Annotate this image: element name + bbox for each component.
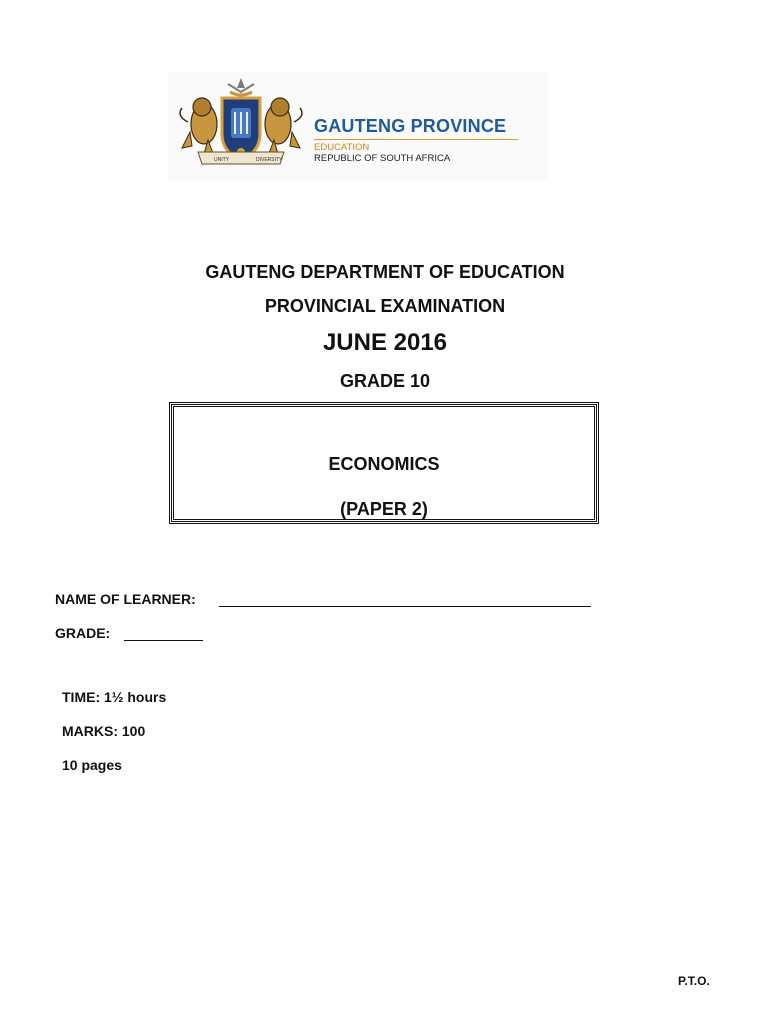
coat-of-arms-icon: [168, 72, 314, 180]
shield-icon: [222, 98, 260, 160]
grade-field[interactable]: [124, 640, 203, 641]
marks-info: MARKS: 100: [62, 723, 146, 739]
pto-note: P.T.O.: [678, 974, 710, 988]
exam-type: PROVINCIAL EXAMINATION: [264, 296, 506, 316]
logo-subtitle-country: REPUBLIC OF SOUTH AFRICA: [314, 153, 451, 164]
subject-name: ECONOMICS: [328, 454, 440, 474]
time-info: TIME: 1½ hours: [62, 689, 167, 705]
logo-title: GAUTENG PROVINCE: [314, 116, 507, 136]
exam-date: JUNE 2016: [322, 329, 448, 356]
logo-divider: [314, 139, 518, 140]
department-title: GAUTENG DEPARTMENT OF EDUCATION: [205, 262, 565, 282]
banner-left-text: UNITY: [214, 157, 229, 163]
grade-label: GRADE:: [55, 625, 111, 641]
page-count: 10 pages: [62, 757, 122, 773]
paper-number: (PAPER 2): [340, 499, 428, 519]
learner-name-field[interactable]: [219, 606, 591, 607]
motto-banner: [198, 152, 284, 164]
learner-name-label: NAME OF LEARNER:: [55, 591, 196, 607]
gauteng-logo: [168, 72, 548, 180]
left-lion-icon: [180, 98, 217, 156]
grade-heading: GRADE 10: [339, 371, 431, 391]
logo-subtitle-education: EDUCATION: [314, 142, 370, 153]
subject-box: [171, 404, 597, 522]
banner-right-text: DIVERSITY: [256, 157, 283, 163]
right-lion-icon: [265, 98, 302, 156]
crest-top-icon: [228, 78, 254, 95]
